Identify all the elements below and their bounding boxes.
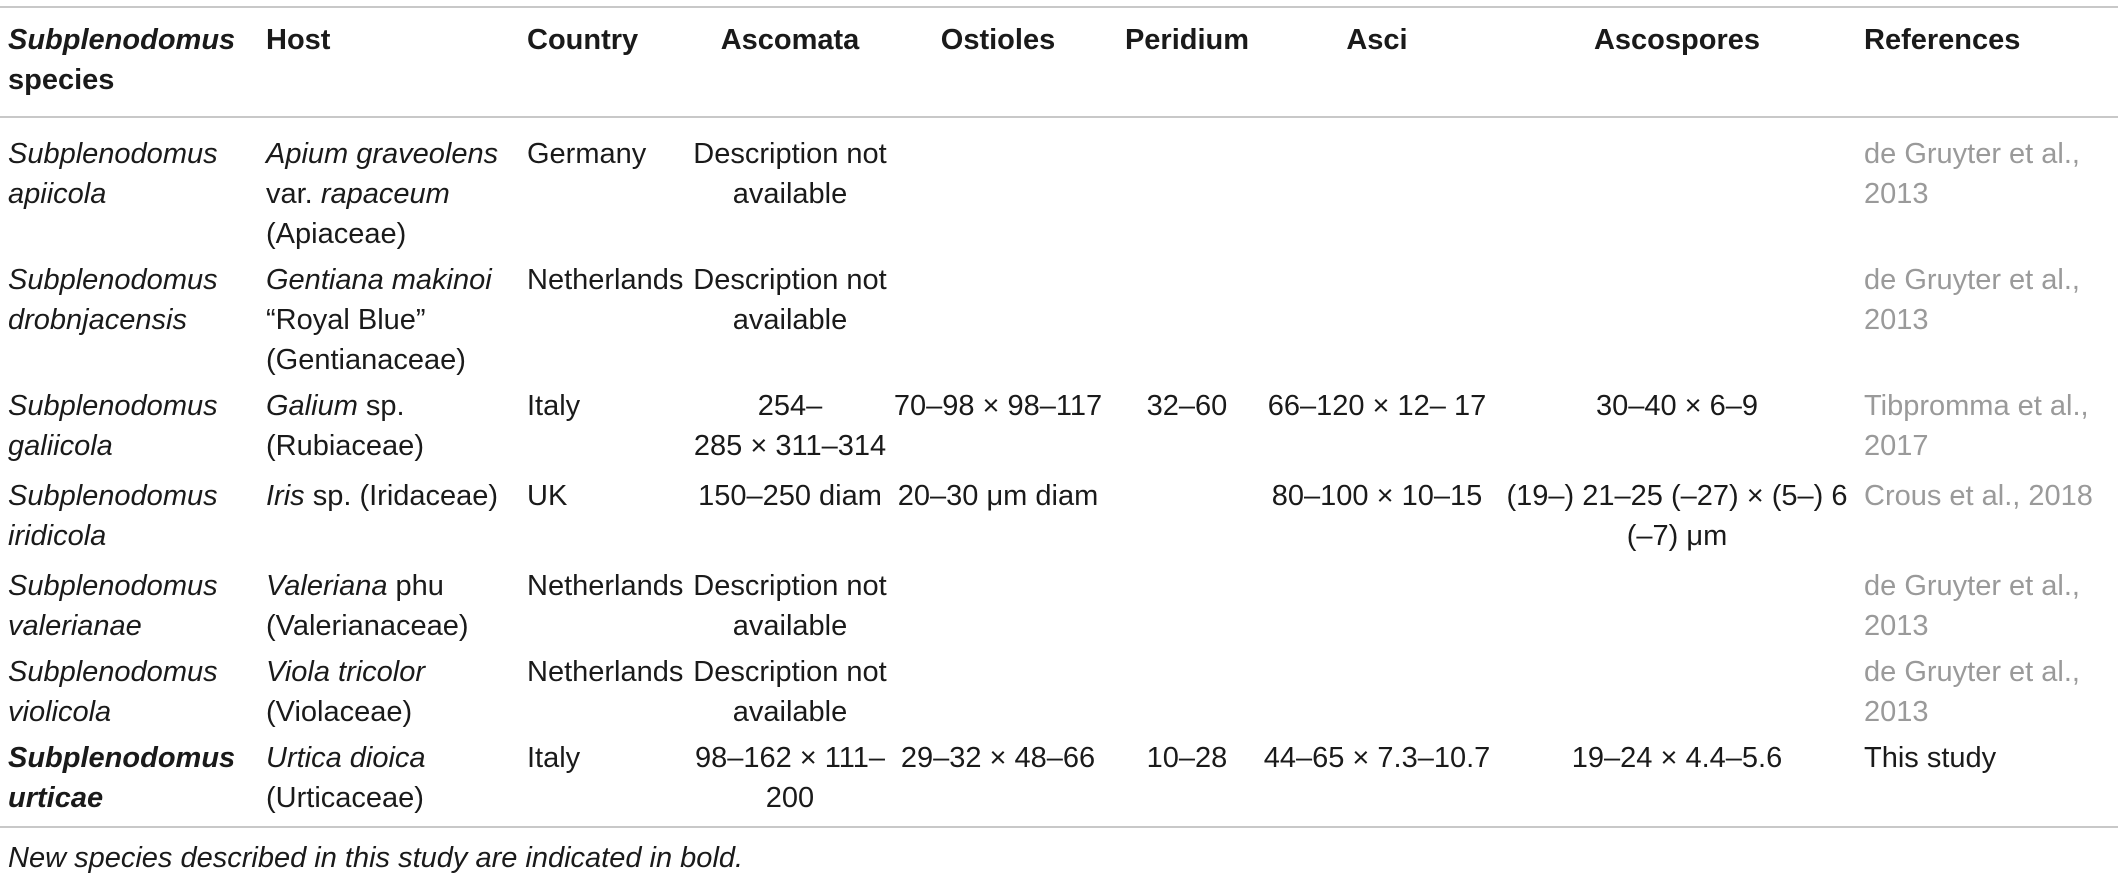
cell-asci bbox=[1257, 476, 1497, 516]
cell-country bbox=[527, 652, 683, 692]
ascomata-value: 254– bbox=[757, 390, 823, 422]
host-line bbox=[266, 260, 492, 300]
country-text: Netherlands bbox=[527, 656, 684, 688]
ascospores-value: 19–24 × 4.4–5.6 bbox=[1571, 742, 1783, 774]
cell-host bbox=[266, 260, 492, 380]
host-text: Apium graveolens bbox=[266, 138, 499, 170]
country-text: Italy bbox=[527, 742, 581, 774]
host-text: Gentiana makinoi bbox=[266, 264, 492, 296]
ascomata-value: available bbox=[732, 304, 848, 336]
header-references: References bbox=[1864, 24, 2021, 56]
cell-species bbox=[8, 652, 218, 732]
country-text: Germany bbox=[527, 138, 647, 170]
species-name-line: valerianae bbox=[8, 610, 142, 642]
reference-link[interactable] bbox=[1864, 476, 2093, 516]
country-text: Netherlands bbox=[527, 570, 684, 602]
host-line bbox=[266, 652, 425, 692]
table-top-rule bbox=[0, 6, 2118, 8]
cell-host bbox=[266, 566, 469, 646]
reference-line: 2017 bbox=[1864, 430, 1929, 462]
species-name-line: apiicola bbox=[8, 178, 107, 210]
cell-ascomata bbox=[680, 260, 900, 340]
cell-host bbox=[266, 652, 425, 732]
species-name-line: violicola bbox=[8, 696, 112, 728]
cell-country bbox=[527, 386, 580, 426]
host-line bbox=[266, 386, 424, 426]
reference-line: 2013 bbox=[1864, 304, 1929, 336]
species-name-line: iridicola bbox=[8, 520, 107, 552]
species-name-line: drobnjacensis bbox=[8, 304, 187, 336]
cell-country bbox=[527, 738, 580, 778]
ascomata-value: available bbox=[732, 610, 848, 642]
reference-line: Tibpromma et al., bbox=[1864, 390, 2089, 422]
host-text: (Violaceae) bbox=[266, 696, 413, 728]
header-host: Host bbox=[266, 24, 331, 56]
header-country: Country bbox=[527, 24, 639, 56]
reference-line: de Gruyter et al., bbox=[1864, 570, 2080, 602]
cell-country bbox=[527, 260, 683, 300]
country-text: Netherlands bbox=[527, 264, 684, 296]
cell-country bbox=[527, 476, 567, 516]
host-line bbox=[266, 692, 425, 732]
cell-ostioles bbox=[888, 738, 1108, 778]
reference-text bbox=[1864, 738, 1996, 778]
cell-host bbox=[266, 738, 426, 818]
reference-link[interactable] bbox=[1864, 386, 2089, 466]
species-name-line: Subplenodomus bbox=[8, 480, 218, 512]
host-line bbox=[266, 778, 426, 818]
host-line bbox=[266, 300, 492, 340]
reference-line: de Gruyter et al., bbox=[1864, 264, 2080, 296]
host-text: Viola tricolor bbox=[266, 656, 426, 688]
reference-line: 2013 bbox=[1864, 696, 1929, 728]
reference-line: de Gruyter et al., bbox=[1864, 138, 2080, 170]
reference-link[interactable] bbox=[1864, 134, 2080, 214]
host-text: (Rubiaceae) bbox=[266, 430, 424, 462]
header-species bbox=[8, 20, 235, 100]
country-text: Italy bbox=[527, 390, 581, 422]
table-bottom-rule bbox=[0, 826, 2118, 828]
cell-asci bbox=[1257, 386, 1497, 426]
ascomata-value: 150–250 diam bbox=[698, 480, 882, 512]
host-line bbox=[266, 134, 498, 174]
ascospores-value: 30–40 × 6–9 bbox=[1595, 390, 1759, 422]
cell-ascomata bbox=[680, 134, 900, 214]
species-name-line: Subplenodomus bbox=[8, 390, 218, 422]
cell-species bbox=[8, 566, 218, 646]
ascomata-value: available bbox=[732, 178, 848, 210]
cell-asci bbox=[1257, 738, 1497, 778]
header-species-genus: Subplenodomus bbox=[8, 24, 236, 56]
ostioles-value: 29–32 × 48–66 bbox=[900, 742, 1096, 774]
reference-link[interactable] bbox=[1864, 652, 2080, 732]
host-line bbox=[266, 426, 424, 466]
ostioles-value: 70–98 × 98–117 bbox=[893, 390, 1103, 422]
table-footnote: New species described in this study are indicated in bold. bbox=[8, 842, 744, 874]
ascomata-value: Description not bbox=[693, 264, 887, 296]
host-text: phu bbox=[387, 570, 444, 602]
host-line bbox=[266, 214, 498, 254]
cell-host bbox=[266, 386, 424, 466]
peridium-value: 10–28 bbox=[1146, 742, 1228, 774]
cell-peridium bbox=[1117, 386, 1257, 426]
host-text: Valeriana bbox=[266, 570, 388, 602]
asci-value: 66–120 × 12– 17 bbox=[1267, 390, 1487, 422]
header-ostioles: Ostioles bbox=[940, 24, 1056, 56]
reference-line: Crous et al., 2018 bbox=[1864, 480, 2093, 512]
header-ascomata: Ascomata bbox=[720, 24, 860, 56]
cell-species bbox=[8, 134, 218, 214]
host-text: (Valerianaceae) bbox=[266, 610, 469, 642]
peridium-value: 32–60 bbox=[1146, 390, 1228, 422]
host-text: (Gentianaceae) bbox=[266, 344, 466, 376]
asci-value: 44–65 × 7.3–10.7 bbox=[1263, 742, 1491, 774]
header-ascospores: Ascospores bbox=[1593, 24, 1760, 56]
ascospores-value: (–7) μm bbox=[1626, 520, 1728, 552]
reference-line: 2013 bbox=[1864, 610, 1929, 642]
reference-link[interactable] bbox=[1864, 260, 2080, 340]
table-header-rule bbox=[0, 116, 2118, 118]
cell-country bbox=[527, 566, 683, 606]
host-text: var. bbox=[266, 178, 321, 210]
host-text: (Urticaceae) bbox=[266, 782, 424, 814]
cell-peridium bbox=[1117, 738, 1257, 778]
asci-value: 80–100 × 10–15 bbox=[1271, 480, 1483, 512]
host-line bbox=[266, 566, 469, 606]
cell-species bbox=[8, 476, 218, 556]
host-line bbox=[266, 174, 498, 214]
host-line bbox=[266, 606, 469, 646]
header-asci: Asci bbox=[1346, 24, 1408, 56]
ascomata-value: Description not bbox=[693, 656, 887, 688]
cell-ascomata bbox=[680, 652, 900, 732]
host-text: rapaceum bbox=[320, 178, 450, 210]
host-text: (Apiaceae) bbox=[266, 218, 407, 250]
cell-ostioles bbox=[888, 476, 1108, 516]
reference-line: 2013 bbox=[1864, 178, 1929, 210]
host-text: sp. (Iridaceae) bbox=[304, 480, 499, 512]
host-line bbox=[266, 340, 492, 380]
cell-country bbox=[527, 134, 646, 174]
ascomata-value: available bbox=[732, 696, 848, 728]
ascomata-value: 285 × 311–314 bbox=[693, 430, 887, 462]
reference-link[interactable] bbox=[1864, 566, 2080, 646]
cell-ascospores bbox=[1502, 738, 1852, 778]
cell-ascomata bbox=[680, 566, 900, 646]
species-name-line: Subplenodomus bbox=[8, 742, 236, 774]
ascomata-value: 98–162 × 111– bbox=[694, 742, 886, 774]
cell-ascomata bbox=[680, 738, 900, 818]
country-text: UK bbox=[527, 480, 568, 512]
host-line bbox=[266, 738, 426, 778]
species-name-line: Subplenodomus bbox=[8, 570, 218, 602]
cell-ascomata bbox=[680, 476, 900, 516]
cell-ascospores bbox=[1502, 476, 1852, 556]
species-name-line: Subplenodomus bbox=[8, 138, 218, 170]
host-line bbox=[266, 476, 498, 516]
ascomata-value: Description not bbox=[693, 138, 887, 170]
reference-line: This study bbox=[1864, 742, 1997, 774]
ascomata-value: Description not bbox=[693, 570, 887, 602]
ascospores-value: (19–) 21–25 (–27) × (5–) 6 bbox=[1506, 480, 1848, 512]
host-text: sp. bbox=[357, 390, 405, 422]
cell-ascospores bbox=[1502, 386, 1852, 426]
host-text: Urtica dioica bbox=[266, 742, 426, 774]
species-name-line: urticae bbox=[8, 782, 104, 814]
species-name-line: galiicola bbox=[8, 430, 113, 462]
species-name-line: Subplenodomus bbox=[8, 656, 218, 688]
host-text: Iris bbox=[266, 480, 305, 512]
host-text: “Royal Blue” bbox=[266, 304, 426, 336]
cell-ostioles bbox=[888, 386, 1108, 426]
host-text: Galium bbox=[266, 390, 358, 422]
header-species-word: species bbox=[8, 64, 115, 96]
reference-line: de Gruyter et al., bbox=[1864, 656, 2080, 688]
ascomata-value: 200 bbox=[765, 782, 815, 814]
cell-species bbox=[8, 386, 218, 466]
header-peridium: Peridium bbox=[1124, 24, 1250, 56]
cell-species bbox=[8, 738, 235, 818]
cell-host bbox=[266, 476, 498, 516]
species-name-line: Subplenodomus bbox=[8, 264, 218, 296]
ostioles-value: 20–30 μm diam bbox=[897, 480, 1099, 512]
cell-ascomata bbox=[680, 386, 900, 466]
cell-species bbox=[8, 260, 218, 340]
cell-host bbox=[266, 134, 498, 254]
